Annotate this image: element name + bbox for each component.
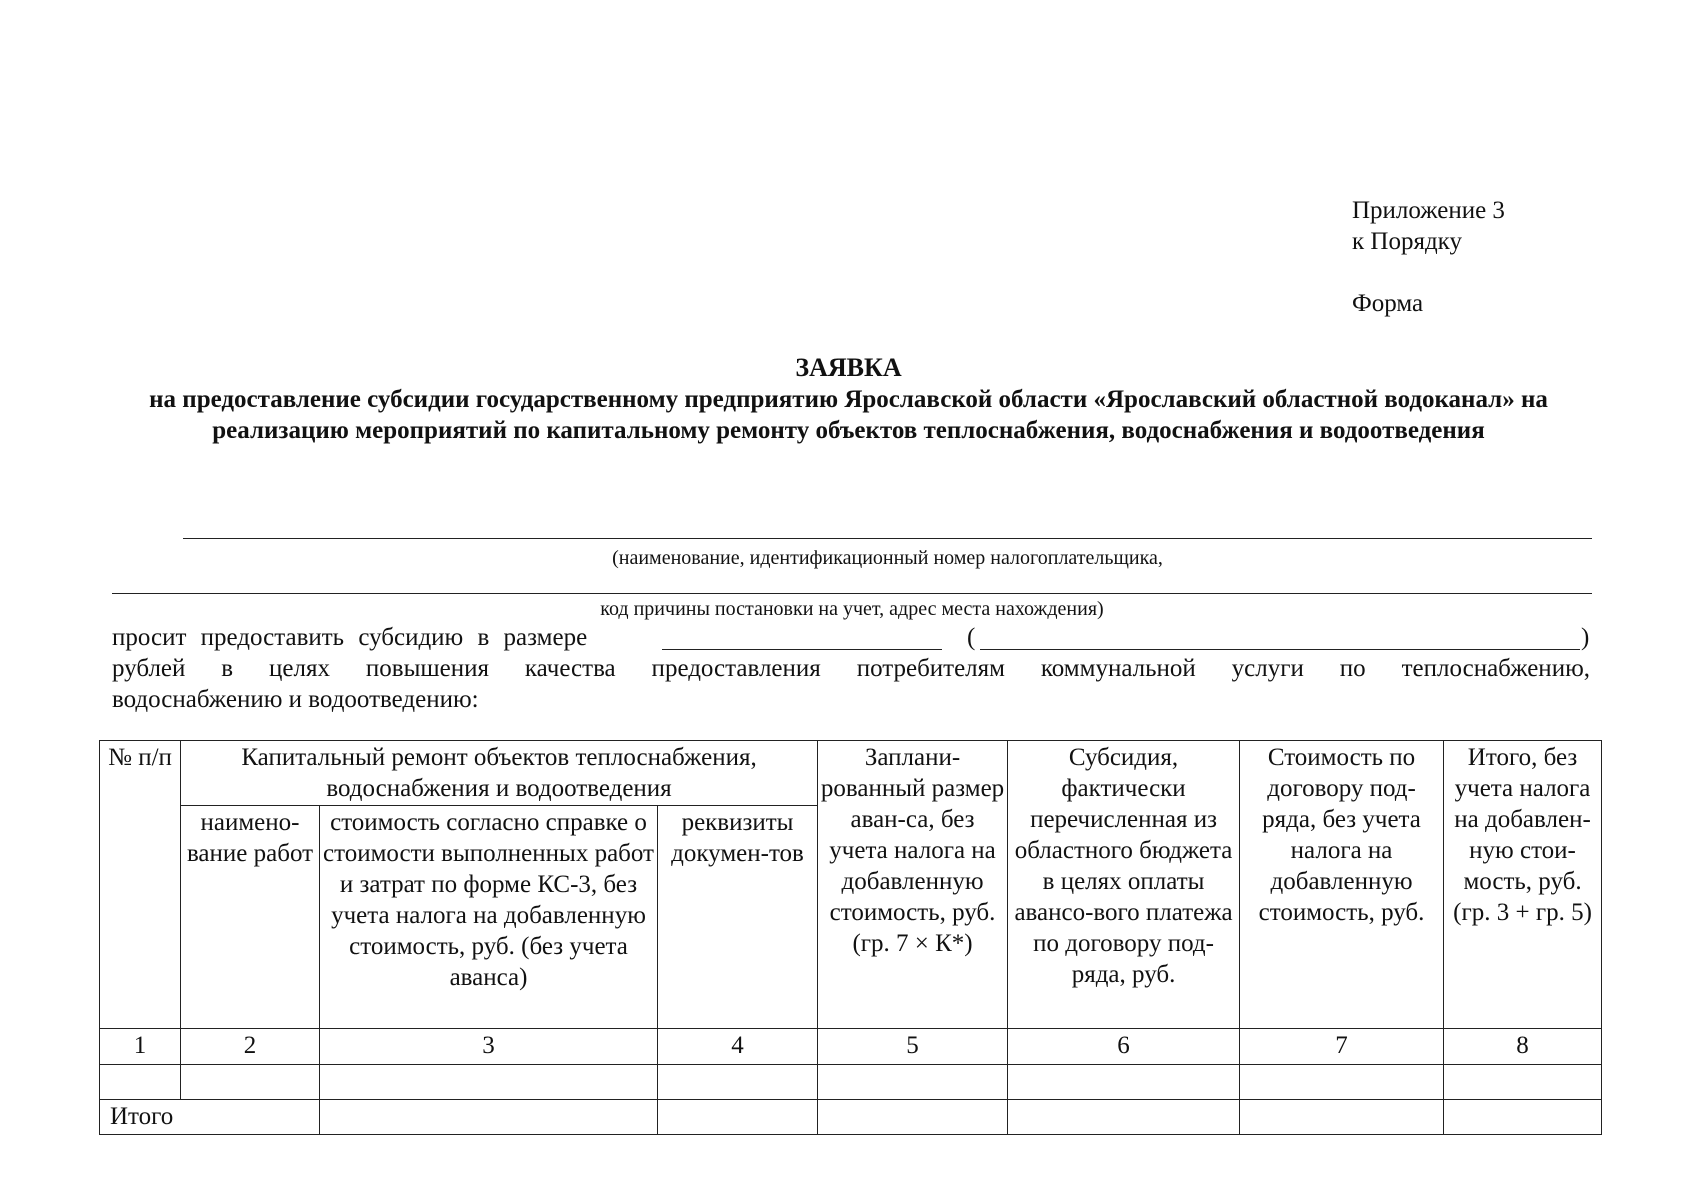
column-number: 6 xyxy=(1008,1029,1240,1065)
request-lead-text: просит предоставить субсидию в размере xyxy=(112,624,588,651)
document-title: ЗАЯВКА xyxy=(795,353,902,382)
form-label: Форма xyxy=(1352,290,1424,317)
header-total: Итого, без учета налога на добавлен-ную стои-мость, руб. (гр. 3 + гр. 5) xyxy=(1444,741,1602,1029)
total-cell[interactable] xyxy=(1240,1100,1444,1135)
header-capital-repair-group: Капитальный ремонт объектов теплоснабжения, водоснабжения и водоотведения xyxy=(181,741,818,806)
annex-block xyxy=(1352,195,1505,319)
total-row xyxy=(100,1100,1602,1135)
subsidy-table xyxy=(99,740,1602,1135)
table-cell[interactable] xyxy=(100,1065,181,1100)
header-contract-cost: Стоимость по договору под-ряда, без учета налога на добавленную стоимость, руб. xyxy=(1240,741,1444,1029)
header-planned-advance: Заплани-рованный размер аван-са, без учета налога на добавленную стоимость, руб. (гр. 7 × К*) xyxy=(818,741,1008,1029)
applicant-name-line[interactable] xyxy=(183,538,1592,539)
table-cell[interactable] xyxy=(658,1065,818,1100)
open-paren: ( xyxy=(967,624,976,651)
total-label: Итого xyxy=(100,1100,320,1135)
close-paren: ) xyxy=(1581,624,1590,651)
header-row-number: № п/п xyxy=(100,741,181,1029)
column-numbers-row xyxy=(100,1029,1602,1065)
total-cell[interactable] xyxy=(658,1100,818,1135)
total-cell[interactable] xyxy=(320,1100,658,1135)
table-cell[interactable] xyxy=(1444,1065,1602,1100)
total-cell[interactable] xyxy=(1008,1100,1240,1135)
header-ks3-cost: стоимость согласно справке о стоимости выполненных работ и затрат по форме КС-3, без учета налога на добавленную стоимость, руб. (без учета аванса) xyxy=(320,806,658,1029)
header-row-top xyxy=(100,741,1602,806)
applicant-name-caption: (наименование, идентификационный номер налогоплательщика, xyxy=(612,547,1163,569)
table-cell[interactable] xyxy=(818,1065,1008,1100)
annex-reference: к Порядку xyxy=(1352,228,1462,255)
header-doc-details: реквизиты докумен-тов xyxy=(658,806,818,1029)
header-subsidy-transferred: Субсидия, фактически перечисленная из областного бюджета в целях оплаты авансо-вого платежа по договору под-ряда, руб. xyxy=(1008,741,1240,1029)
column-number: 7 xyxy=(1240,1029,1444,1065)
annex-number: Приложение 3 xyxy=(1352,197,1505,224)
column-number: 1 xyxy=(100,1029,181,1065)
subsidy-amount-field[interactable] xyxy=(662,649,942,650)
column-number: 2 xyxy=(181,1029,320,1065)
table-cell[interactable] xyxy=(1240,1065,1444,1100)
subsidy-amount-words-field[interactable] xyxy=(980,649,1580,650)
column-number: 3 xyxy=(320,1029,658,1065)
table-cell[interactable] xyxy=(1008,1065,1240,1100)
request-paragraph xyxy=(112,622,1590,715)
column-number: 5 xyxy=(818,1029,1008,1065)
applicant-address-line[interactable] xyxy=(112,593,1592,594)
table-cell[interactable] xyxy=(181,1065,320,1100)
total-cell[interactable] xyxy=(818,1100,1008,1135)
document-heading xyxy=(120,352,1577,446)
request-purpose-end: водоснабжению и водоотведению: xyxy=(112,686,479,713)
header-work-name: наимено-вание работ xyxy=(181,806,320,1029)
table-cell[interactable] xyxy=(320,1065,658,1100)
document-subtitle: на предоставление субсидии государственному предприятию Ярославской области «Ярославский областной водоканал» на реализацию мероприятий по капитальному ремонту объектов теплоснабжения, водоснабжения и водоотведения xyxy=(149,386,1548,444)
table-row xyxy=(100,1065,1602,1100)
total-cell[interactable] xyxy=(1444,1100,1602,1135)
applicant-address-caption: код причины постановки на учет, адрес места нахождения) xyxy=(600,598,1104,620)
column-number: 4 xyxy=(658,1029,818,1065)
column-number: 8 xyxy=(1444,1029,1602,1065)
request-purpose-line: рублей в целях повышения качества предоставления потребителям коммунальной услуги по теплоснабжению, xyxy=(112,655,1590,682)
